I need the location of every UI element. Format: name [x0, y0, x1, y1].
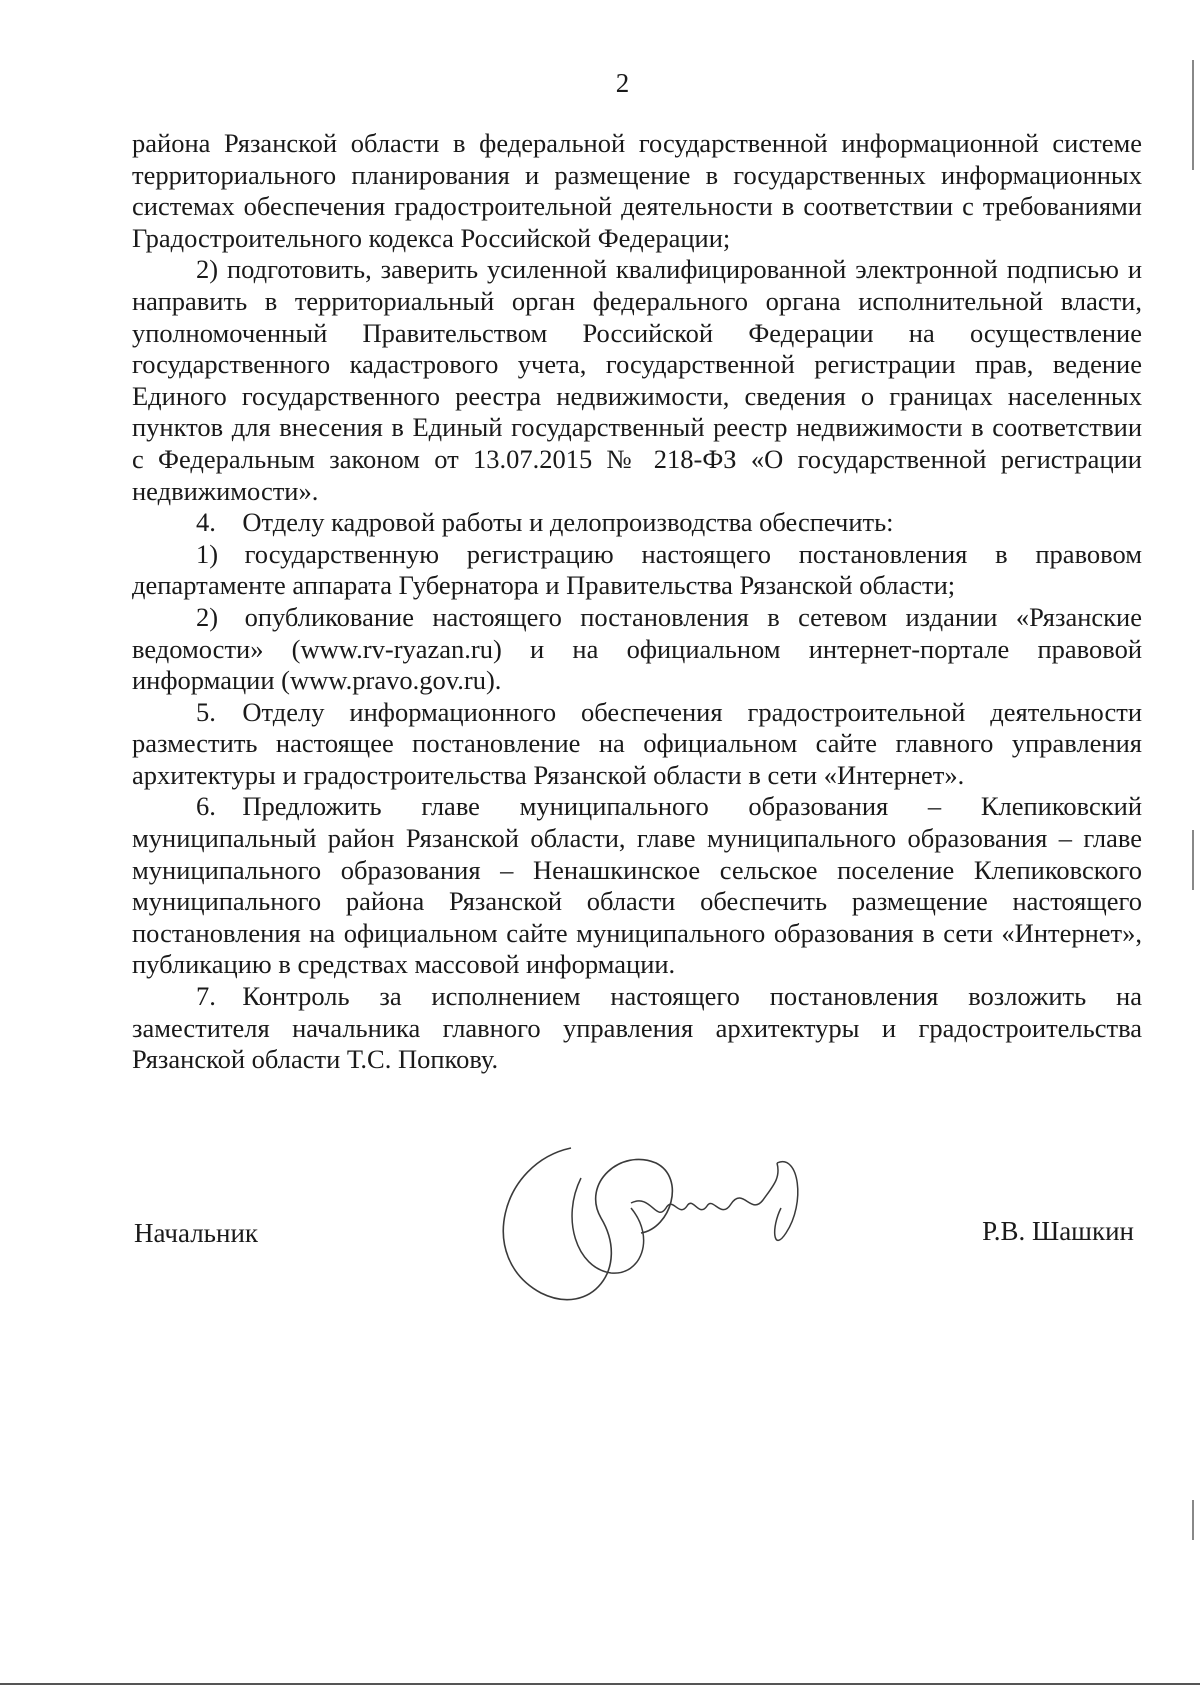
scan-edge-mark — [1192, 830, 1194, 890]
scan-edge-mark — [1192, 60, 1194, 170]
paragraph-section-4: 4. Отделу кадровой работы и делопроизводства обеспечить: — [196, 507, 894, 538]
page-number: 2 — [615, 68, 630, 98]
paragraph-section-5: 5. Отделу информационного обеспечения градостроительной деятельности разместить настоящее постановление на официальном сайте главного управления архитектуры и градостроительства Рязанской области в сети «Интернет». — [132, 696, 1142, 790]
paragraph-section-4-item-2: 2) опубликование настоящего постановления в сетевом издании «Рязанские ведомости» (www.rv-ryazan.ru) и на официальном интернет-портале правовой информации (www.pravo.gov.ru). — [132, 601, 1142, 696]
paragraph-continuation: района Рязанской области в федеральной государственной информационной системе территориального планирования и размещение в государственных информационных системах обеспечения градостроительной деятельности в соответствии с требованиями Градостроительного кодекса Российской Федерации; — [132, 128, 1142, 253]
signer-name: Р.В. Шашкин — [982, 1216, 1134, 1246]
paragraph-section-4-item-1: 1) государственную регистрацию настоящего постановления в правовом департаменте аппарата Губернатора и Правительства Рязанской области; — [132, 538, 1142, 601]
handwritten-signature — [481, 1108, 821, 1318]
scan-bottom-edge — [0, 1683, 1200, 1685]
signer-position: Начальник — [134, 1218, 259, 1248]
document-body — [132, 128, 1142, 1076]
paragraph-section-6: 6. Предложить главе муниципального образования – Клепиковский муниципальный район Рязанской области, главе муниципального образования – главе муниципального образования – Ненашкинское сельское поселение Клепиковского муниципального района Рязанской области обеспечить размещение настоящего постановления на официальном сайте муниципального образования в сети «Интернет», публикацию в средствах массовой информации. — [132, 791, 1142, 980]
paragraph-section-7: 7. Контроль за исполнением настоящего постановления возложить на заместителя начальника главного управления архитектуры и градостроительства Рязанской области Т.С. Попкову. — [132, 981, 1142, 1075]
paragraph-item-2: 2) подготовить, заверить усиленной квалифицированной электронной подписью и направить в территориальный орган федерального органа исполнительной власти, уполномоченный Правительством Российской Федерации на осуществление государственного кадастрового учета, государственной регистрации прав, ведение Единого государственного реестра недвижимости, сведения о границах населенных пунктов для внесения в Единый государственный реестр недвижимости в соответствии с Федеральным законом от 13.07.2015 № 218-ФЗ «О государственной регистрации недвижимости». — [132, 254, 1142, 506]
signature-block — [134, 1188, 1134, 1328]
scan-edge-mark — [1192, 1500, 1194, 1540]
